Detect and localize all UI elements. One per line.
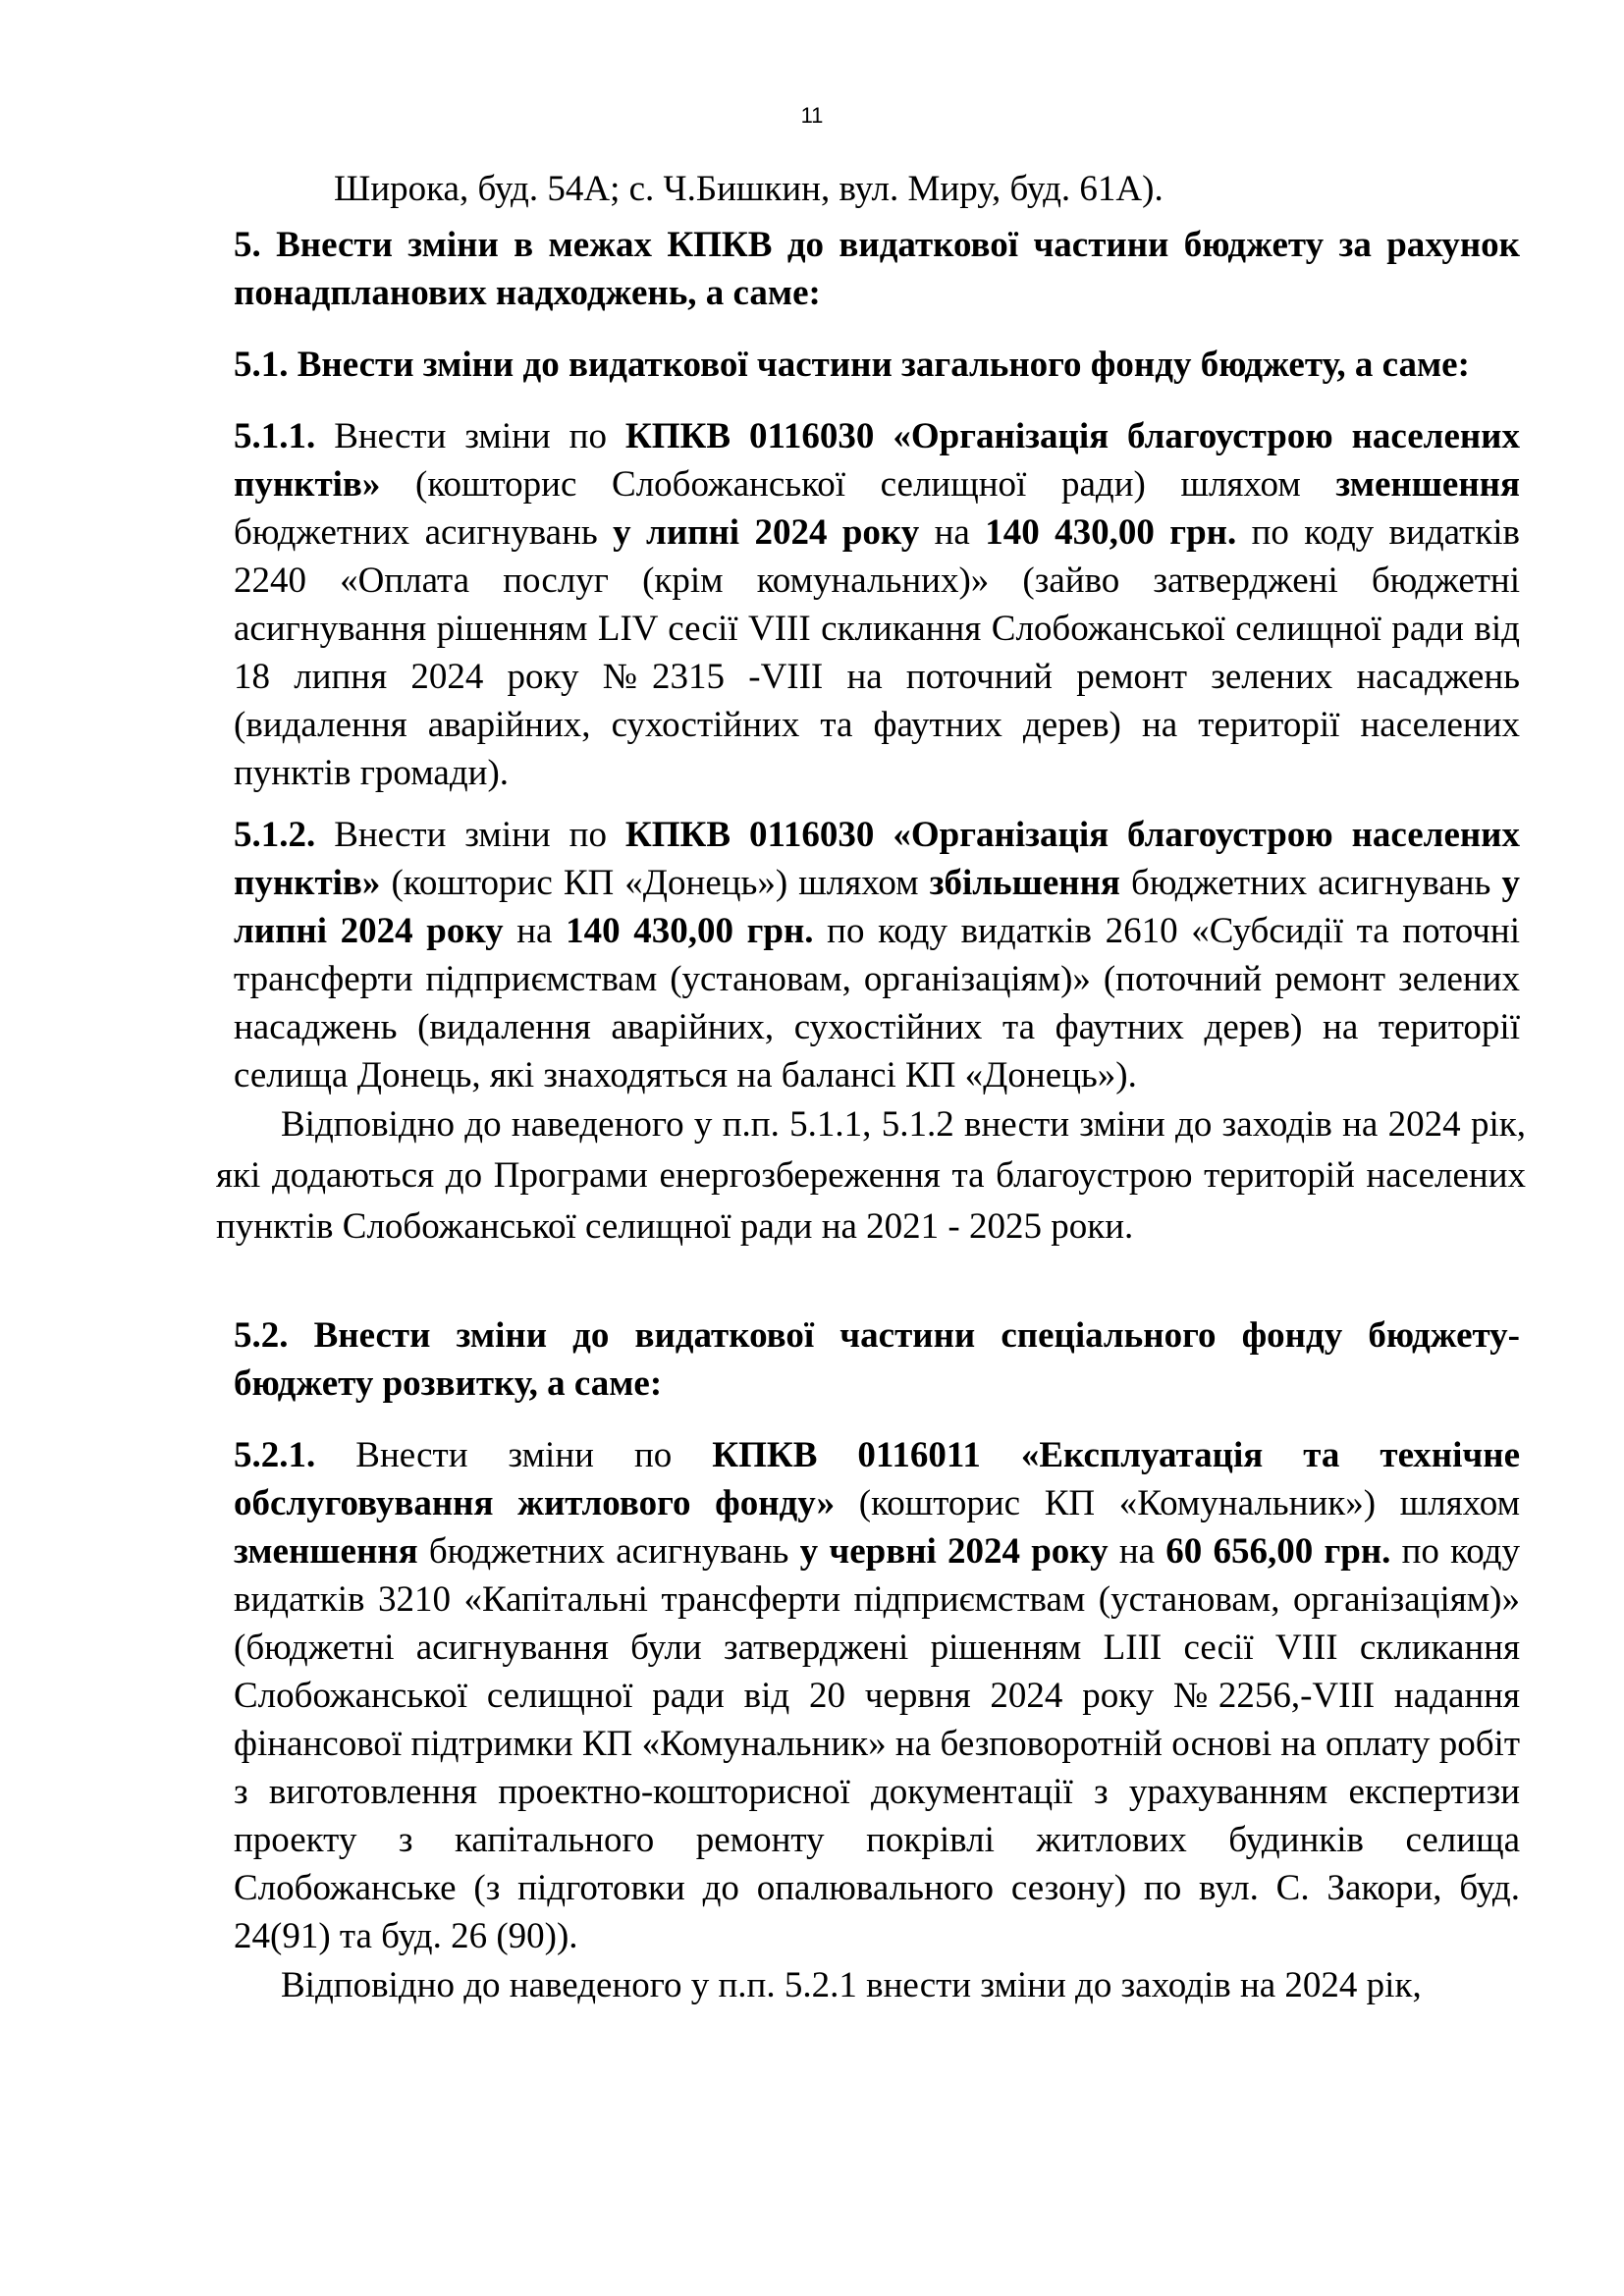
change-direction: зменшення [234,1531,418,1572]
item-number: 5.2.1. [234,1435,316,1475]
change-amount: 140 430,00 грн. [985,512,1237,553]
section-5-2-note: Відповідно до наведеного у п.п. 5.2.1 внести зміни до заходів на 2024 рік, [281,1965,1422,2005]
change-amount: 140 430,00 грн. [566,911,814,951]
change-amount: 60 656,00 грн. [1165,1531,1391,1572]
item-text: бюджетних асигнувань [234,512,614,553]
item-text: на [503,911,567,951]
item-5-1-2 [234,811,1520,1099]
change-period: у липні 2024 року [613,512,920,553]
item-text: бюджетних асигнувань [1119,863,1502,903]
item-text: (кошторис Слобожанської селищної ради) шляхом [380,464,1336,505]
item-text: на [919,512,986,553]
change-direction: збільшення [929,863,1120,903]
budget-program-name: КПКВ 0116030 «Організація благоустрою населених пунктів» [234,815,1520,903]
item-number: 5.1.2. [234,815,316,855]
page-number: 11 [800,103,824,128]
item-text: (кошторис КП «Донець») шляхом [380,863,930,903]
section-5-1-note: Відповідно до наведеного у п.п. 5.1.1, 5.1.2 внести зміни до заходів на 2024 рік, які додаються до Програми енергозбереження та благоустрою територій населених пунктів Слобожанської селищної ради на 2021 - 2025 роки. [216,1104,1526,1247]
change-direction: зменшення [1335,464,1520,505]
item-text: Внести зміни по [315,815,625,855]
section-5-1-heading: 5.1. Внести зміни до видаткової частини загального фонду бюджету, а саме: [234,345,1470,385]
section-5-2-heading: 5.2. Внести зміни до видаткової частини спеціального фонду бюджету-бюджету розвитку, а саме: [234,1315,1520,1404]
section-5-heading: 5. Внести зміни в межах КПКВ до видаткової частини бюджету за рахунок понадпланових надходжень, а саме: [234,225,1520,313]
item-text: по коду видатків 2240 «Оплата послуг (крім комунальних)» (зайво затверджені бюджетні асигнування рішенням LIV сесії VIII скликання Слобожанської селищної ради від 18 липня 2024 року №2315 -VIII на поточний ремонт зелених насаджень (видалення аварійних, сухостійних та фаутних дерев) на території населених пунктів громади). [234,512,1521,793]
item-text: Внести зміни по [315,1435,713,1475]
document-body [216,165,1526,2011]
budget-program-name: КПКВ 0116030 «Організація благоустрою населених пунктів» [234,416,1520,505]
address-continuation: Широка, буд. 54А; с. Ч.Бишкин, вул. Миру, буд. 61А). [334,169,1164,209]
item-text: по коду видатків 3210 «Капітальні трансферти підприємствам (установам, організаціям)» (бюджетні асигнування були затверджені рішенням LIII сесії VIII скликання Слобожанської селищної ради від 20 червня 2024 року №2256,-VIII надання фінансової підтримки КП «Комунальник» на безповоротній основі на оплату робіт з виготовлення проектно-кошторисної документації з урахуванням експертизи проекту з капітального ремонту покрівлі житлових будинків селища Слобожанське (з підготовки до опалювального сезону) по вул. С. Закори, буд. 24(91) та буд. 26 (90)). [234,1531,1520,1956]
item-5-2-1 [234,1431,1520,1960]
item-text: на [1108,1531,1166,1572]
budget-program-name: КПКВ 0116011 «Експлуатація та технічне обслуговування житлового фонду» [234,1435,1520,1523]
change-period: у червні 2024 року [799,1531,1109,1572]
item-number: 5.1.1. [234,416,316,456]
item-text: по коду видатків 2610 «Субсидії та поточні трансферти підприємствам (установам, організаціям)» (поточний ремонт зелених насаджень (видалення аварійних, сухостійних та фаутних дерев) на території селища Донець, які знаходяться на балансі КП «Донець»). [234,911,1520,1095]
item-text: бюджетних асигнувань [417,1531,800,1572]
item-text: (кошторис КП «Комунальник») шляхом [835,1483,1520,1523]
change-period: у липні 2024 року [234,863,1520,951]
item-5-1-1 [234,412,1520,797]
item-text: Внести зміни по [315,416,625,456]
